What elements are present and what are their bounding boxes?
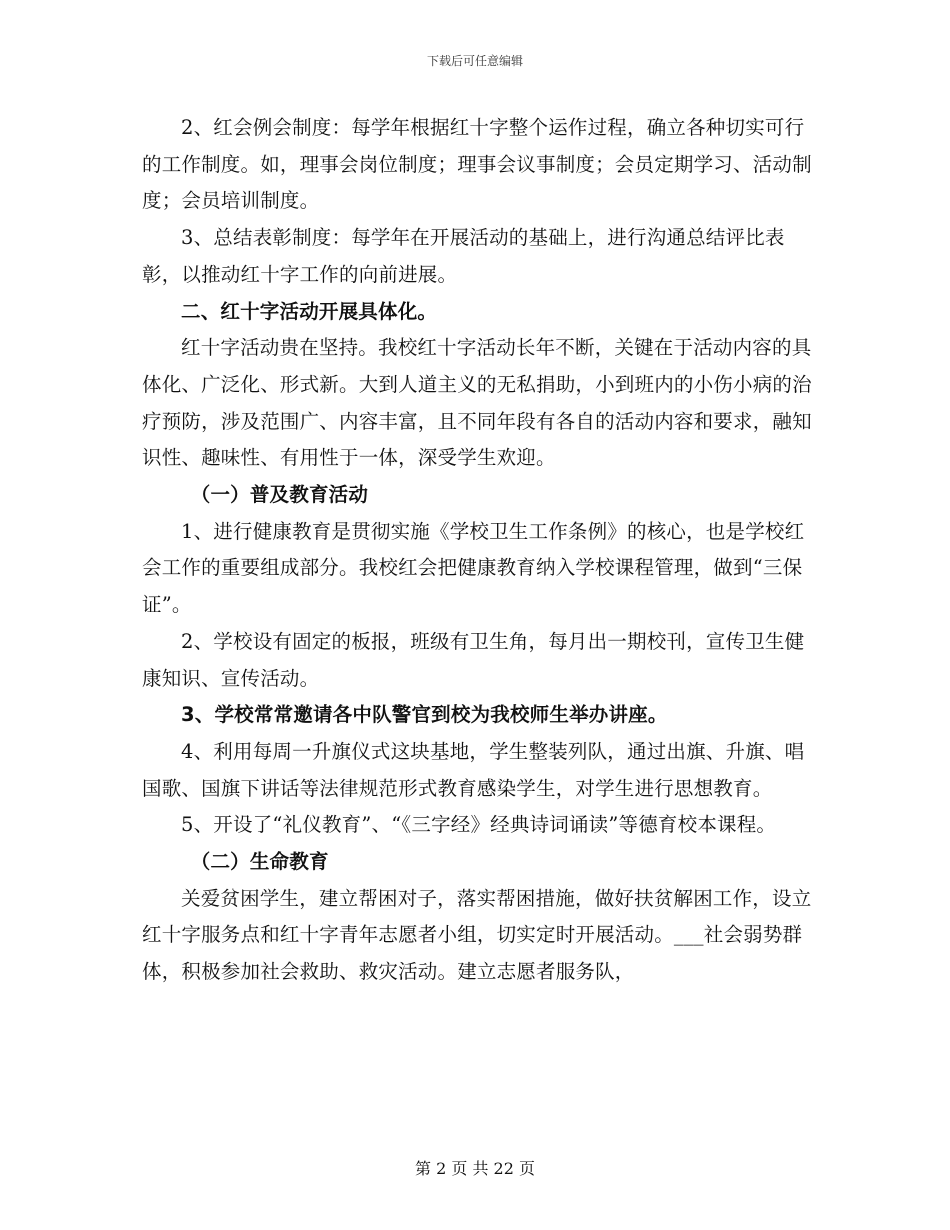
paragraph-poverty-help: 关爱贫困学生，建立帮困对子，落实帮困措施，做好扶贫解困工作，设立红十字服务点和红十字青年志愿者小组，切实定时开展活动。___社会弱势群体，积极参加社会救助、救灾活动。建立志愿者服务队， (142, 886, 812, 984)
paragraph-lectures: 3、学校常常邀请各中队警官到校为我校师生举办讲座。 (181, 703, 668, 727)
paragraph-flag-ceremony: 4、利用每周一升旗仪式这块基地，学生整装列队，通过出旗、升旗、唱国歌、国旗下讲话等法律规范形式教育感染学生，对学生进行思想教育。 (142, 739, 805, 800)
subsection-heading-education: （一）普及教育活动 (190, 483, 369, 507)
paragraph-health-education: 1、进行健康教育是贯彻实施《学校卫生工作条例》的核心，也是学校红会工作的重要组成部分。我校红会把健康教育纳入学校课程管理，做到“三保证”。 (142, 519, 805, 617)
page-footer: 第 2 页 共 22 页 (415, 1159, 535, 1178)
paragraph-curriculum: 5、开设了“礼仪教育”、“《三字经》经典诗词诵读”等德育校本课程。 (181, 813, 777, 837)
subsection-heading-life-education: （二）生命教育 (190, 850, 329, 874)
paragraph-blackboard: 2、学校设有固定的板报，班级有卫生角，每月出一期校刊，宣传卫生健康知识、宣传活动。 (142, 629, 805, 690)
paragraph-commendation-system: 3、总结表彰制度：每学年在开展活动的基础上，进行沟通总结评比表彰，以推动红十字工作的向前进展。 (142, 226, 785, 286)
page-header: 下载后可任意编辑 (426, 54, 523, 68)
paragraph-activities-intro: 红十字活动贵在坚持。我校红十字活动长年不断，关键在于活动内容的具体化、广泛化、形式新。大到人道主义的无私捐助，小到班内的小伤小病的治疗预防，涉及范围广、内容丰富，且不同年段有各自的活动内容和要求，融知识性、趣味性、有用性于一体，深受学生欢迎。 (142, 336, 812, 470)
section-heading-activities: 二、红十字活动开展具体化。 (181, 299, 438, 323)
document-body (142, 110, 812, 991)
paragraph-meeting-system: 2、红会例会制度：每学年根据红十字整个运作过程，确立各种切实可行的工作制度。如，理事会岗位制度；理事会议事制度；会员定期学习、活动制度；会员培训制度。 (142, 116, 812, 213)
